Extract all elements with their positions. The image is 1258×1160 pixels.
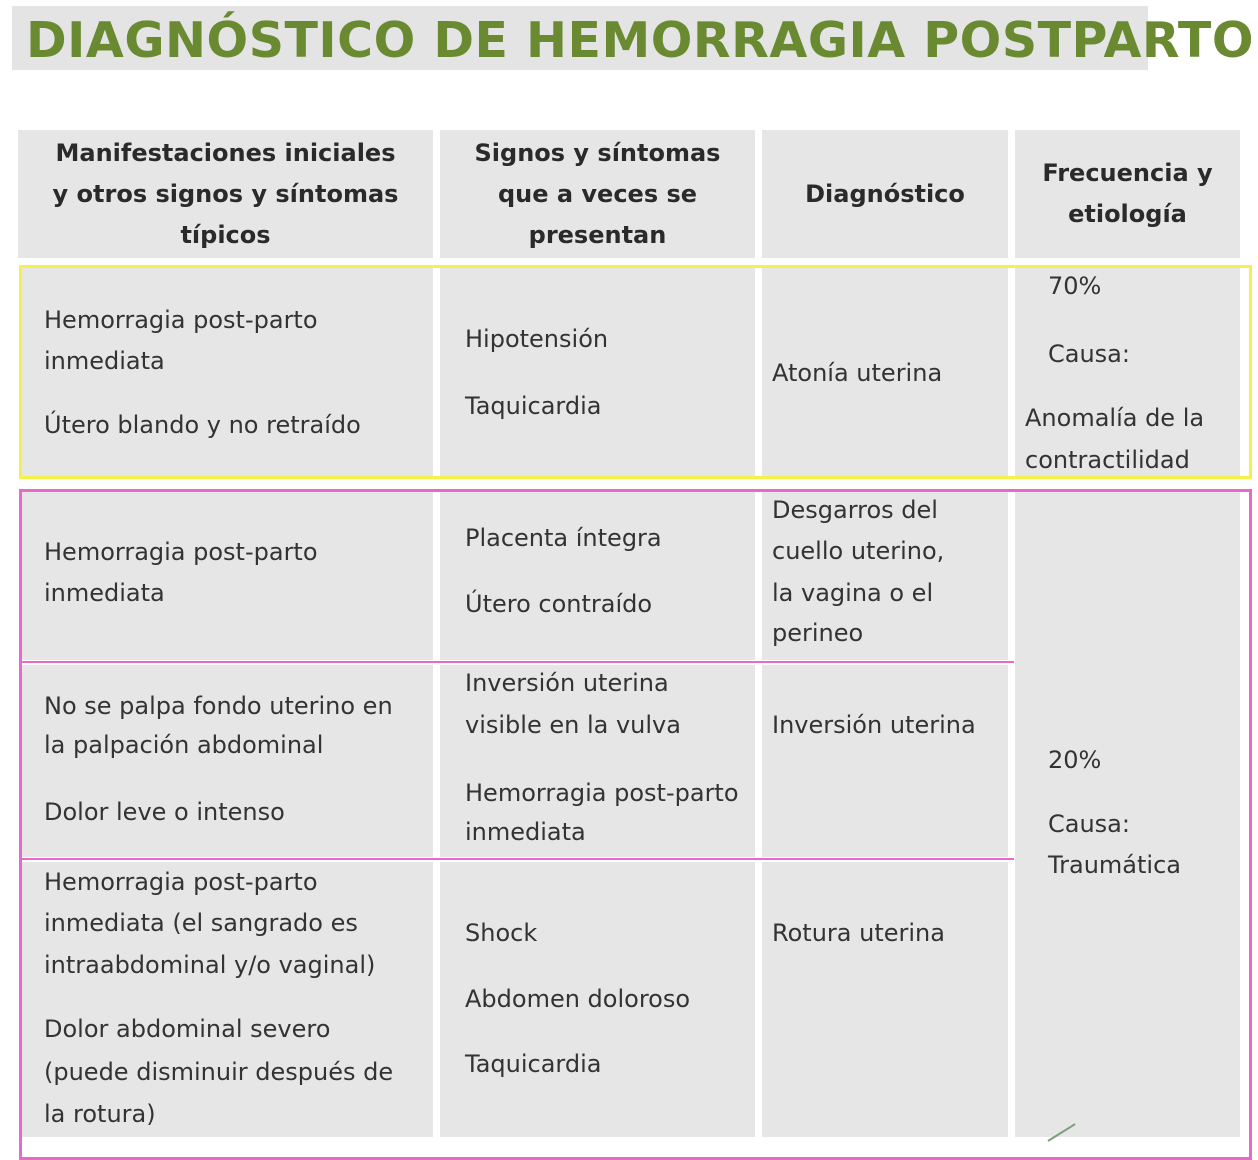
cell-line: Útero contraído	[465, 590, 653, 618]
cell-line: Hemorragia post-parto	[465, 779, 739, 807]
row2-manifestaciones	[22, 492, 433, 660]
pink-separator	[22, 858, 1014, 860]
cell-line: la vagina o el	[772, 579, 934, 607]
cell-line: Dolor abdominal severo	[44, 1015, 331, 1043]
cell-line: Hemorragia post-parto	[44, 306, 318, 334]
page-title: DIAGNÓSTICO DE HEMORRAGIA POSTPARTO	[26, 12, 1254, 69]
row1-frecuencia	[1015, 268, 1240, 476]
cell-line: (puede disminuir después de	[44, 1058, 394, 1086]
header-diagnostico	[762, 130, 1008, 258]
header-line: presentan	[528, 220, 667, 249]
cell-line: Inversión uterina	[772, 711, 976, 739]
header-manifestaciones	[18, 130, 433, 258]
cell-line: 20%	[1048, 746, 1102, 774]
header-signos	[440, 130, 755, 258]
cell-line: inmediata	[44, 347, 165, 375]
cell-line: Anomalía de la	[1025, 404, 1205, 432]
cell-line: Atonía uterina	[772, 359, 943, 387]
cell-line: Hemorragia post-parto	[44, 538, 318, 566]
row1-diagnostico	[762, 268, 1008, 476]
cell-line: la rotura)	[44, 1100, 156, 1128]
header-frecuencia	[1015, 130, 1240, 258]
traumatic-frecuencia	[1015, 492, 1240, 1137]
cell-line: cuello uterino,	[772, 537, 945, 565]
cell-line: No se palpa fondo uterino en	[44, 692, 393, 720]
header-line: típicos	[180, 220, 271, 249]
row1-manifestaciones	[22, 268, 433, 476]
cell-line: Hemorragia post-parto	[44, 868, 318, 896]
cell-line: Shock	[465, 919, 538, 947]
cell-line: Taquicardia	[465, 392, 602, 420]
cell-line: contractilidad	[1025, 446, 1190, 474]
header-line: Signos y síntomas	[474, 138, 721, 167]
row1-signos	[440, 268, 755, 476]
header-line: que a veces se	[497, 179, 698, 208]
row4-signos	[440, 862, 755, 1137]
cell-line: inmediata	[465, 818, 586, 846]
cell-line: Rotura uterina	[772, 919, 945, 947]
cell-line: Causa:	[1048, 810, 1130, 838]
row2-diagnostico	[762, 492, 1008, 660]
cell-line: inmediata	[44, 579, 165, 607]
title-bar	[12, 6, 1254, 70]
cell-line: Abdomen doloroso	[465, 985, 691, 1013]
cell-line: Causa:	[1048, 340, 1130, 368]
cell-line: Traumática	[1048, 851, 1181, 879]
row4-manifestaciones	[22, 862, 433, 1137]
cell-line: Placenta íntegra	[465, 524, 662, 552]
header-line: etiología	[1068, 200, 1187, 228]
cell-line: visible en la vulva	[465, 711, 681, 739]
cell-line: inmediata (el sangrado es	[44, 909, 358, 937]
cell-line: Desgarros del	[772, 496, 938, 524]
header-line: Manifestaciones iniciales	[55, 138, 396, 167]
cell-line: Dolor leve o intenso	[44, 798, 285, 826]
pink-separator	[22, 661, 1014, 663]
cell-line: intraabdominal y/o vaginal)	[44, 951, 376, 979]
row3-signos	[440, 665, 755, 857]
header-line: y otros signos y síntomas	[52, 179, 399, 208]
cell-line: Hipotensión	[465, 325, 609, 353]
header-line: Diagnóstico	[805, 179, 965, 208]
row3-manifestaciones	[22, 665, 433, 857]
cell-line: Inversión uterina	[465, 669, 669, 697]
cell-line: 70%	[1048, 272, 1102, 300]
cell-line: la palpación abdominal	[44, 731, 324, 759]
row3-diagnostico	[762, 665, 1008, 857]
cell-line: Útero blando y no retraído	[44, 411, 361, 439]
cell-line: perineo	[772, 619, 864, 647]
row2-signos	[440, 492, 755, 660]
cell-line: Taquicardia	[465, 1050, 602, 1078]
header-line: Frecuencia y	[1042, 159, 1213, 187]
row4-diagnostico	[762, 862, 1008, 1137]
